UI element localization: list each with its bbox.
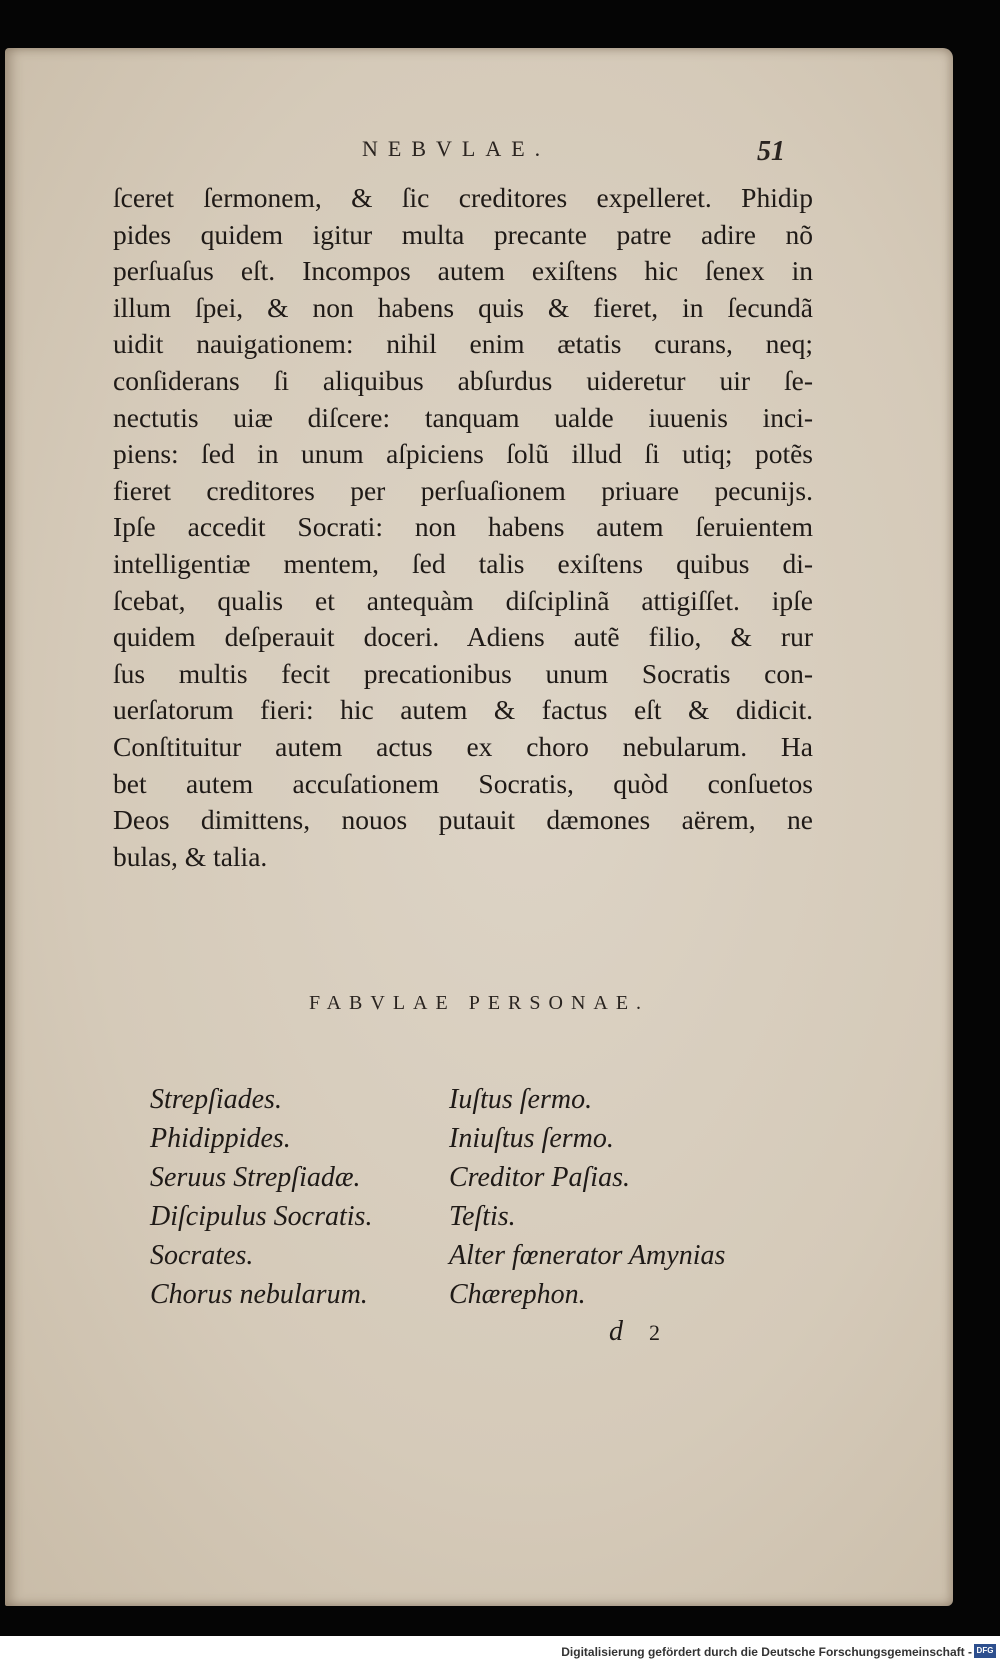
text-line: ſcebat, qualis et antequàm diſciplinã attigiſſet. ipſe <box>113 584 813 616</box>
personae-column-right <box>449 1080 725 1314</box>
persona-item: Chærephon. <box>449 1279 586 1310</box>
persona-item: Strepſiades. <box>150 1084 282 1115</box>
text-line: uidit nauigationem: nihil enim ætatis curans, neq; <box>113 328 813 360</box>
text-line: bet autem accuſationem Socratis, quòd conſuetos <box>113 767 813 799</box>
text-line: Deos dimittens, nouos putauit dæmones aërem, ne <box>113 804 813 836</box>
persona-item: Teſtis. <box>449 1201 516 1232</box>
funding-credit: Digitalisierung gefördert durch die Deutsche Forschungsgemeinschaft - <box>561 1645 972 1659</box>
text-line: intelligentiæ mentem, ſed talis exiſtens quibus di- <box>113 547 813 579</box>
text-line: bulas, & talia. <box>113 840 268 872</box>
persona-item: Socrates. <box>150 1240 254 1271</box>
text-line: nectutis uiæ diſcere: tanquam ualde iuuenis inci- <box>113 401 813 433</box>
text-line: Conſtituitur autem actus ex choro nebularum. Ha <box>113 730 813 762</box>
persona-item: Chorus nebularum. <box>150 1279 368 1310</box>
page-number: 51 <box>757 136 785 167</box>
text-line: uerſatorum fieri: hic autem & factus eſt & didicit. <box>113 694 813 726</box>
text-line: ſceret ſermonem, & ſic creditores expelleret. Phidip <box>113 182 813 213</box>
persona-item: Phidippides. <box>150 1123 291 1154</box>
text-line: conſiderans ſi aliquibus abſurdus uideretur uir ſe- <box>113 364 813 396</box>
running-head-title: NEBVLAE. <box>362 136 551 161</box>
persona-item: Diſcipulus Socratis. <box>150 1201 373 1232</box>
personae-heading: FABVLAE PERSONAE. <box>308 992 650 1014</box>
book-page <box>5 48 953 1606</box>
text-line: illum ſpei, & non habens quis & fieret, in ſecundã <box>113 291 813 323</box>
persona-item: Alter fœnerator Amynias <box>449 1240 726 1271</box>
text-line: perſuaſus eſt. Incompos autem exiſtens hic ſenex in <box>113 255 813 287</box>
body-text <box>113 180 813 875</box>
persona-item: Iniuſtus ſermo. <box>449 1123 614 1154</box>
text-line: piens: ſed in unum aſpiciens ſolũ illud ſi utiq; potẽs <box>113 438 813 470</box>
text-line: Ipſe accedit Socrati: non habens autem ſeruientem <box>113 511 813 543</box>
signature-number: 2 <box>649 1320 660 1345</box>
signature-mark <box>609 1316 660 1348</box>
text-line: ſus multis fecit precationibus unum Socratis con- <box>113 657 813 689</box>
signature-letter: d <box>609 1316 623 1347</box>
persona-item: Seruus Strepſiadæ. <box>150 1162 361 1193</box>
personae-column-left <box>150 1080 372 1314</box>
persona-item: Creditor Paſias. <box>449 1162 630 1193</box>
dfg-logo-icon: DFG <box>974 1644 996 1658</box>
persona-item: Iuſtus ſermo. <box>449 1084 593 1115</box>
text-line: quidem deſperauit doceri. Adiens autẽ filio, & rur <box>113 621 813 653</box>
footer-bar <box>0 1636 1000 1671</box>
text-line: fieret creditores per perſuaſionem priuare pecunijs. <box>113 474 813 506</box>
text-line: pides quidem igitur multa precante patre adire nõ <box>113 218 813 250</box>
running-head <box>5 136 953 176</box>
